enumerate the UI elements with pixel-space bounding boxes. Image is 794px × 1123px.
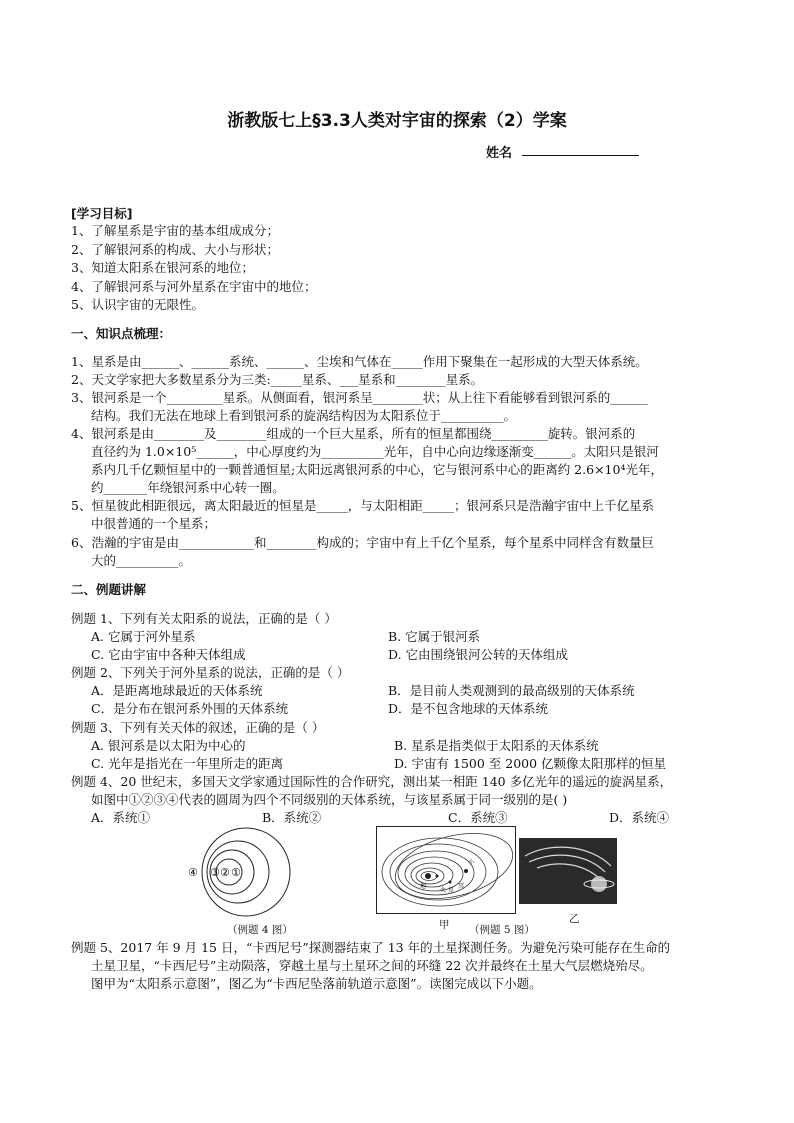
planet-label: 冥 [458, 883, 465, 890]
goal-item: 3、知道太阳系在银河系的地位； [71, 260, 254, 275]
question-1-stem: 例题 1、下列有关太阳系的说法，正确的是（ ） [71, 611, 337, 626]
planet-label: 地 [420, 883, 427, 890]
goal-item: 1、了解星系是宇宙的基本组成成分； [71, 223, 279, 238]
question-4-option-a[interactable]: A．系统① [91, 810, 151, 825]
question-2-option-b[interactable]: B．是目前人类观测到的最高级别的天体系统 [388, 683, 635, 698]
name-label: 姓名 [486, 146, 513, 161]
question-5-line: 土星卫星，“卡西尼号”主动陨落，穿越土星与土星环之间的环缝 22 次并最终在土星大气层燃烧殆尽。 [91, 958, 653, 973]
knowledge-line: 约_______年绕银河系中心转一圈。 [91, 480, 285, 495]
question-5-line: 图甲为“太阳系示意图”，图乙为“卡西尼坠落前轨道示意图”。读图完成以下小题。 [91, 976, 542, 991]
question-1-option-b[interactable]: B. 它属于银河系 [388, 629, 481, 644]
question-4-option-d[interactable]: D．系统④ [609, 810, 670, 825]
page-title: 浙教版七上§3.3人类对宇宙的探索（2）学案 [227, 111, 567, 131]
section2-heading: 二、例题讲解 [71, 582, 147, 597]
goal-item: 5、认识宇宙的无限性。 [71, 297, 204, 312]
knowledge-line: 3、银河系是一个_________星系。从侧面看，银河系呈________状；从上往下看能够看到银河系的______ [71, 390, 648, 405]
question-1-option-d[interactable]: D. 它由围绕银河公转的天体组成 [388, 647, 569, 662]
knowledge-line: 系内几千亿颗恒星中的一颗普通恒星;太阳远离银河系的中心，它与银河系中心的距离约 2.6×10⁴光年， [91, 462, 663, 477]
name-field[interactable] [522, 155, 639, 156]
knowledge-line: 结构。我们无法在地球上看到银河系的旋涡结构因为太阳系位于__________。 [91, 408, 517, 423]
question-3-option-d[interactable]: D. 宇宙有 1500 至 2000 亿颗像太阳那样的恒星 [394, 756, 667, 771]
question-3-option-b[interactable]: B. 星系是指类似于太阳系的天体系统 [394, 738, 599, 753]
knowledge-line: 1、星系是由______、______系统、______、尘埃和气体在_____作用下聚集在一起形成的大型天体系统。 [71, 354, 648, 369]
question-2-option-c[interactable]: C．是分布在银河系外围的天体系统 [91, 701, 289, 716]
question-4-stem-cont: 如图中①②③④代表的圆周为四个不同级别的天体系统，与该星系属于同一级别的是( ) [91, 792, 568, 807]
cassini-orbit-figure [519, 838, 617, 904]
nested-circles-figure [170, 826, 330, 918]
question-2-option-d[interactable]: D．是不包含地球的天体系统 [388, 701, 549, 716]
question-2-stem: 例题 2、下列关于河外星系的说法，正确的是（ ） [71, 665, 350, 680]
question-3-stem: 例题 3、下列有关天体的叙述，正确的是（ ） [71, 720, 325, 735]
section1-heading: 一、知识点梳理： [71, 326, 172, 341]
goals-heading: [学习目标] [71, 206, 133, 221]
figure-5-caption: （例题 5 图） [469, 924, 535, 936]
question-4-option-c[interactable]: C．系统③ [448, 810, 508, 825]
knowledge-line: 4、银河系是由________及________组成的一个巨大星系，所有的恒星都围绕_________旋转。银河系的 [71, 426, 636, 441]
question-5-line: 例题 5、2017 年 9 月 15 日，“卡西尼号”探测器结束了 13 年的土星探测任务。为避免污染可能存在生命的 [71, 940, 671, 955]
figure-jia-label: 甲 [439, 919, 450, 931]
knowledge-line: 5、恒星彼此相距很远，离太阳最近的恒星是_____，与太阳相距_____；银河系只是浩瀚宇宙中上千亿星系 [71, 498, 654, 513]
knowledge-line: 大的__________。 [91, 553, 192, 568]
solar-system-figure [376, 826, 516, 914]
goal-item: 4、了解银河系与河外星系在宇宙中的地位； [71, 279, 317, 294]
question-1-option-a[interactable]: A. 它属于河外星系 [91, 629, 196, 644]
question-1-option-c[interactable]: C. 它由宇宙中各种天体组成 [91, 647, 246, 662]
circle-label-1: ① [231, 866, 241, 879]
question-3-option-c[interactable]: C. 光年是指光在一年里所走的距离 [91, 756, 284, 771]
question-4-option-b[interactable]: B．系统② [262, 810, 322, 825]
planet-label: 星 [448, 887, 455, 894]
circle-label-2: ② [220, 866, 230, 879]
figure-4-caption: （例题 4 图） [227, 924, 293, 936]
knowledge-line: 中很普通的一个星系； [91, 516, 217, 531]
planet-label: 火 [440, 887, 447, 894]
question-2-option-a[interactable]: A．是距离地球最近的天体系统 [91, 683, 263, 698]
circle-label-4: ④ [188, 866, 198, 879]
goal-item: 2、了解银河系的构成、大小与形状； [71, 242, 279, 257]
figure-yi-label: 乙 [569, 913, 580, 925]
knowledge-line: 直径约为 1.0×10⁵______，中心厚度约为__________光年，自中心向边缘逐渐变______。太阳只是银河 [91, 444, 659, 459]
knowledge-line: 6、浩瀚的宇宙是由____________和________构成的；宇宙中有上千亿个星系，每个星系中同样含有数量巨 [71, 535, 654, 550]
planet-label: 小 [468, 859, 475, 866]
question-3-option-a[interactable]: A. 银河系是以太阳为中心的 [91, 738, 246, 753]
knowledge-line: 2、天文学家把大多数星系分为三类:_____星系、___星系和________星系。 [71, 372, 484, 387]
circle-label-3: ③ [210, 866, 220, 879]
question-4-stem: 例题 4、20 世纪末，多国天文学家通过国际性的合作研究，测出某一相距 140 多亿光年的遥远的旋涡星系， [71, 774, 673, 789]
